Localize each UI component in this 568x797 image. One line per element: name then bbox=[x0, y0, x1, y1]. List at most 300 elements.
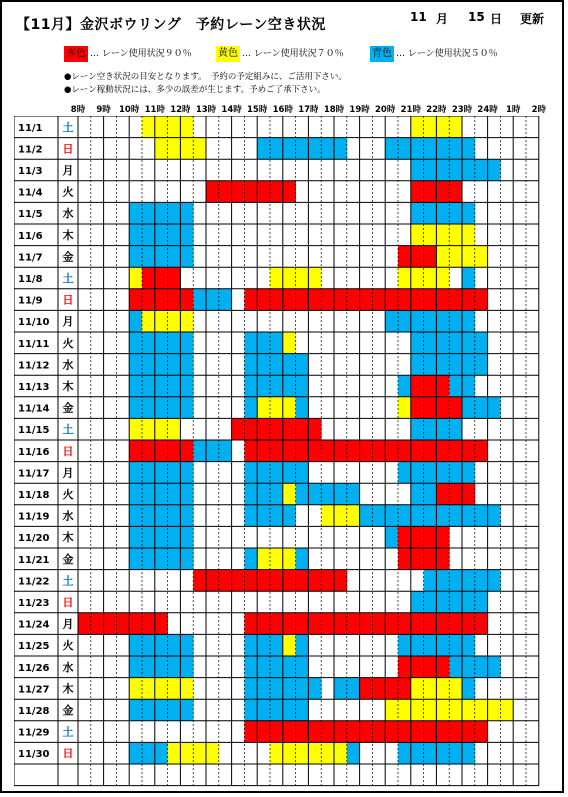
slot-cell bbox=[283, 462, 296, 484]
slot-cell bbox=[475, 656, 488, 678]
slot-cell bbox=[244, 354, 257, 376]
slot-cell bbox=[155, 483, 168, 505]
slot-cell bbox=[155, 246, 168, 268]
slot-cell bbox=[462, 656, 475, 678]
slot-cell bbox=[142, 526, 155, 548]
slot-cell bbox=[270, 505, 283, 527]
slot-cell bbox=[129, 483, 142, 505]
slot-cell bbox=[411, 483, 424, 505]
row-day: 土 bbox=[62, 574, 74, 588]
slot-cell bbox=[334, 570, 347, 592]
slot-cell bbox=[257, 548, 270, 570]
slot-cell bbox=[168, 505, 181, 527]
slot-cell bbox=[244, 548, 257, 570]
slot-cell bbox=[475, 570, 488, 592]
hour-label: 20時 bbox=[375, 105, 396, 115]
slot-cell bbox=[360, 613, 373, 635]
slot-cell bbox=[155, 418, 168, 440]
slot-cell bbox=[168, 267, 181, 289]
slot-cell bbox=[155, 354, 168, 376]
slot-cell bbox=[270, 742, 283, 764]
slot-cell bbox=[436, 742, 449, 764]
row-date: 11/28 bbox=[18, 706, 50, 717]
slot-cell bbox=[283, 332, 296, 354]
slot-cell bbox=[168, 462, 181, 484]
slot-cell bbox=[449, 656, 462, 678]
slot-cell bbox=[296, 742, 309, 764]
slot-cell bbox=[296, 570, 309, 592]
slot-cell bbox=[436, 613, 449, 635]
slot-cell bbox=[129, 742, 142, 764]
slot-cell bbox=[424, 591, 437, 613]
slot-cell bbox=[398, 634, 411, 656]
slot-cell bbox=[449, 742, 462, 764]
row-day: 金 bbox=[62, 704, 74, 717]
slot-cell bbox=[193, 570, 206, 592]
slot-cell bbox=[283, 505, 296, 527]
slot-cell bbox=[91, 613, 104, 635]
row-date: 11/18 bbox=[18, 490, 50, 501]
slot-cell bbox=[398, 505, 411, 527]
slot-cell bbox=[411, 375, 424, 397]
slot-cell bbox=[449, 570, 462, 592]
slot-cell bbox=[411, 742, 424, 764]
slot-cell bbox=[475, 246, 488, 268]
slot-cell bbox=[283, 570, 296, 592]
slot-cell bbox=[283, 418, 296, 440]
slot-cell bbox=[155, 440, 168, 462]
slot-cell bbox=[142, 699, 155, 721]
slot-cell bbox=[424, 246, 437, 268]
slot-cell bbox=[283, 289, 296, 311]
slot-cell bbox=[257, 332, 270, 354]
slot-cell bbox=[436, 159, 449, 181]
slot-cell bbox=[129, 354, 142, 376]
row-date: 11/10 bbox=[18, 317, 50, 329]
slot-cell bbox=[168, 354, 181, 376]
slot-cell bbox=[180, 548, 193, 570]
slot-cell bbox=[436, 462, 449, 484]
row-day: 土 bbox=[62, 120, 74, 134]
slot-cell bbox=[424, 505, 437, 527]
slot-cell bbox=[411, 397, 424, 419]
slot-cell bbox=[411, 440, 424, 462]
slot-cell bbox=[168, 742, 181, 764]
slot-cell bbox=[155, 742, 168, 764]
slot-cell bbox=[424, 634, 437, 656]
slot-cell bbox=[347, 742, 360, 764]
slot-cell bbox=[180, 202, 193, 224]
slot-cell bbox=[193, 440, 206, 462]
slot-cell bbox=[424, 116, 437, 138]
slot-cell bbox=[283, 634, 296, 656]
row-day: 火 bbox=[62, 639, 74, 653]
row-day: 金 bbox=[62, 250, 74, 264]
slot-cell bbox=[244, 613, 257, 635]
slot-cell bbox=[436, 289, 449, 311]
row-day: 日 bbox=[62, 142, 74, 156]
slot-cell bbox=[142, 375, 155, 397]
slot-cell bbox=[449, 289, 462, 311]
slot-cell bbox=[424, 721, 437, 743]
slot-cell bbox=[296, 548, 309, 570]
slot-cell bbox=[449, 721, 462, 743]
slot-cell bbox=[372, 289, 385, 311]
row-day: 土 bbox=[62, 423, 74, 437]
hour-label: 21時 bbox=[400, 105, 421, 115]
slot-cell bbox=[129, 418, 142, 440]
slot-cell bbox=[168, 440, 181, 462]
row-day: 土 bbox=[62, 725, 74, 739]
slot-cell bbox=[193, 742, 206, 764]
slot-cell bbox=[321, 138, 334, 160]
slot-cell bbox=[270, 267, 283, 289]
slot-cell bbox=[398, 246, 411, 268]
slot-cell bbox=[372, 613, 385, 635]
slot-cell bbox=[180, 116, 193, 138]
slot-cell bbox=[385, 138, 398, 160]
slot-cell bbox=[296, 634, 309, 656]
slot-cell bbox=[270, 483, 283, 505]
row-date: 11/16 bbox=[18, 446, 50, 458]
slot-cell bbox=[475, 613, 488, 635]
slot-cell bbox=[180, 462, 193, 484]
slot-cell bbox=[462, 613, 475, 635]
slot-cell bbox=[155, 505, 168, 527]
slot-cell bbox=[488, 159, 501, 181]
slot-cell bbox=[462, 462, 475, 484]
slot-cell bbox=[257, 699, 270, 721]
hour-label: 15時 bbox=[247, 105, 268, 115]
slot-cell bbox=[257, 138, 270, 160]
slot-cell bbox=[308, 418, 321, 440]
slot-cell bbox=[180, 289, 193, 311]
row-date: 11/7 bbox=[18, 252, 43, 264]
row-day: 水 bbox=[62, 207, 74, 221]
slot-cell bbox=[142, 246, 155, 268]
slot-cell bbox=[462, 699, 475, 721]
slot-cell bbox=[244, 699, 257, 721]
slot-cell bbox=[385, 505, 398, 527]
row-day: 木 bbox=[62, 531, 74, 545]
slot-cell bbox=[475, 289, 488, 311]
slot-cell bbox=[168, 678, 181, 700]
row-date: 11/6 bbox=[18, 230, 43, 242]
slot-cell bbox=[360, 721, 373, 743]
slot-cell bbox=[334, 440, 347, 462]
slot-cell bbox=[398, 678, 411, 700]
slot-cell bbox=[244, 505, 257, 527]
slot-cell bbox=[283, 375, 296, 397]
row-date: 11/27 bbox=[18, 684, 50, 696]
slot-cell bbox=[424, 462, 437, 484]
slot-cell bbox=[449, 483, 462, 505]
slot-cell bbox=[462, 354, 475, 376]
slot-cell bbox=[244, 656, 257, 678]
slot-cell bbox=[142, 613, 155, 635]
slot-cell bbox=[270, 721, 283, 743]
slot-cell bbox=[488, 699, 501, 721]
slot-cell bbox=[424, 181, 437, 203]
slot-cell bbox=[462, 138, 475, 160]
slot-cell bbox=[411, 289, 424, 311]
slot-cell bbox=[424, 678, 437, 700]
slot-cell bbox=[168, 397, 181, 419]
slot-cell bbox=[462, 159, 475, 181]
slot-cell bbox=[168, 246, 181, 268]
slot-cell bbox=[398, 138, 411, 160]
row-day: 火 bbox=[62, 336, 74, 350]
slot-cell bbox=[116, 613, 129, 635]
slot-cell bbox=[449, 202, 462, 224]
slot-cell bbox=[436, 181, 449, 203]
slot-cell bbox=[436, 138, 449, 160]
slot-cell bbox=[283, 397, 296, 419]
row-day: 木 bbox=[62, 228, 74, 242]
slot-cell bbox=[308, 721, 321, 743]
slot-cell bbox=[424, 440, 437, 462]
update-day: 15 bbox=[468, 10, 485, 24]
hour-label: 14時 bbox=[221, 105, 242, 115]
slot-cell bbox=[283, 613, 296, 635]
slot-cell bbox=[321, 289, 334, 311]
slot-cell bbox=[398, 397, 411, 419]
slot-cell bbox=[296, 613, 309, 635]
slot-cell bbox=[129, 289, 142, 311]
row-day: 月 bbox=[62, 164, 74, 177]
slot-cell bbox=[385, 699, 398, 721]
slot-cell bbox=[411, 505, 424, 527]
slot-cell bbox=[180, 699, 193, 721]
row-date: 11/5 bbox=[18, 209, 43, 221]
slot-cell bbox=[475, 397, 488, 419]
slot-cell bbox=[411, 526, 424, 548]
slot-cell bbox=[129, 224, 142, 246]
slot-cell bbox=[142, 310, 155, 332]
slot-cell bbox=[180, 224, 193, 246]
slot-cell bbox=[168, 310, 181, 332]
slot-cell bbox=[372, 505, 385, 527]
slot-cell bbox=[155, 462, 168, 484]
hour-label: 2時 bbox=[531, 105, 547, 115]
slot-cell bbox=[129, 526, 142, 548]
slot-cell bbox=[424, 159, 437, 181]
row-date: 11/19 bbox=[18, 511, 50, 523]
slot-cell bbox=[270, 440, 283, 462]
row-date: 11/25 bbox=[18, 641, 50, 653]
slot-cell bbox=[411, 354, 424, 376]
slot-cell bbox=[193, 289, 206, 311]
slot-cell bbox=[219, 570, 232, 592]
slot-cell bbox=[244, 462, 257, 484]
slot-cell bbox=[283, 440, 296, 462]
slot-cell bbox=[155, 397, 168, 419]
slot-cell bbox=[129, 397, 142, 419]
slot-cell bbox=[308, 483, 321, 505]
slot-cell bbox=[296, 397, 309, 419]
slot-cell bbox=[436, 526, 449, 548]
slot-cell bbox=[142, 634, 155, 656]
slot-cell bbox=[462, 570, 475, 592]
slot-cell bbox=[449, 159, 462, 181]
slot-cell bbox=[257, 440, 270, 462]
slot-cell bbox=[347, 678, 360, 700]
slot-cell bbox=[475, 505, 488, 527]
row-date: 11/22 bbox=[18, 576, 50, 588]
slot-cell bbox=[257, 656, 270, 678]
slot-cell bbox=[436, 397, 449, 419]
slot-cell bbox=[436, 202, 449, 224]
slot-cell bbox=[462, 591, 475, 613]
slot-cell bbox=[449, 699, 462, 721]
slot-cell bbox=[308, 289, 321, 311]
slot-cell bbox=[347, 289, 360, 311]
slot-cell bbox=[449, 591, 462, 613]
slot-cell bbox=[206, 181, 219, 203]
slot-cell bbox=[334, 138, 347, 160]
slot-cell bbox=[180, 440, 193, 462]
slot-cell bbox=[244, 483, 257, 505]
slot-cell bbox=[347, 721, 360, 743]
slot-cell bbox=[180, 332, 193, 354]
slot-cell bbox=[296, 462, 309, 484]
slot-cell bbox=[436, 267, 449, 289]
slot-cell bbox=[257, 462, 270, 484]
slot-cell bbox=[129, 548, 142, 570]
slot-cell bbox=[155, 267, 168, 289]
slot-cell bbox=[244, 418, 257, 440]
row-day: 水 bbox=[62, 358, 74, 372]
slot-cell bbox=[180, 483, 193, 505]
hour-label: 9時 bbox=[96, 105, 111, 115]
slot-cell bbox=[168, 202, 181, 224]
reservation-grid bbox=[14, 116, 541, 788]
row-date: 11/8 bbox=[18, 274, 43, 285]
row-date: 11/30 bbox=[18, 749, 50, 761]
row-day: 日 bbox=[62, 747, 74, 761]
slot-cell bbox=[257, 397, 270, 419]
slot-cell bbox=[411, 202, 424, 224]
slot-cell bbox=[244, 375, 257, 397]
slot-cell bbox=[180, 354, 193, 376]
slot-cell bbox=[283, 138, 296, 160]
slot-cell bbox=[462, 505, 475, 527]
slot-cell bbox=[296, 289, 309, 311]
hour-label: 23時 bbox=[451, 105, 473, 115]
hour-label: 1時 bbox=[505, 105, 521, 115]
slot-cell bbox=[449, 634, 462, 656]
slot-cell bbox=[257, 375, 270, 397]
slot-cell bbox=[347, 613, 360, 635]
slot-cell bbox=[398, 548, 411, 570]
slot-cell bbox=[462, 267, 475, 289]
slot-cell bbox=[155, 613, 168, 635]
slot-cell bbox=[270, 354, 283, 376]
row-date: 11/11 bbox=[18, 338, 50, 350]
slot-cell bbox=[475, 721, 488, 743]
slot-cell bbox=[449, 246, 462, 268]
slot-cell bbox=[142, 548, 155, 570]
slot-cell bbox=[449, 116, 462, 138]
update-label: 更新 bbox=[520, 12, 545, 26]
slot-cell bbox=[129, 375, 142, 397]
slot-cell bbox=[257, 289, 270, 311]
slot-cell bbox=[424, 267, 437, 289]
page-title: 【11月】金沢ボウリング 予約レーン空き状況 bbox=[16, 17, 326, 33]
slot-cell bbox=[385, 721, 398, 743]
slot-cell bbox=[257, 181, 270, 203]
slot-cell bbox=[411, 656, 424, 678]
slot-cell bbox=[372, 721, 385, 743]
slot-cell bbox=[462, 310, 475, 332]
row-date: 11/23 bbox=[18, 598, 50, 609]
slot-cell bbox=[321, 742, 334, 764]
slot-cell bbox=[424, 613, 437, 635]
slot-cell bbox=[424, 526, 437, 548]
slot-cell bbox=[206, 742, 219, 764]
slot-cell bbox=[180, 397, 193, 419]
slot-cell bbox=[321, 721, 334, 743]
slot-cell bbox=[424, 656, 437, 678]
slot-cell bbox=[308, 742, 321, 764]
slot-cell bbox=[270, 634, 283, 656]
slot-cell bbox=[411, 591, 424, 613]
slot-cell bbox=[398, 742, 411, 764]
slot-cell bbox=[398, 289, 411, 311]
row-date: 11/3 bbox=[18, 166, 43, 177]
slot-cell bbox=[411, 699, 424, 721]
slot-cell bbox=[193, 138, 206, 160]
row-day: 火 bbox=[62, 488, 74, 501]
row-day: 日 bbox=[62, 293, 74, 307]
slot-cell bbox=[257, 505, 270, 527]
slot-cell bbox=[206, 570, 219, 592]
slot-cell bbox=[411, 159, 424, 181]
slot-cell bbox=[180, 375, 193, 397]
legend-text-blue: … レーン使用状況５０％ bbox=[396, 49, 498, 59]
slot-cell bbox=[488, 505, 501, 527]
slot-cell bbox=[129, 699, 142, 721]
slot-cell bbox=[296, 483, 309, 505]
slot-cell bbox=[257, 570, 270, 592]
slot-cell bbox=[129, 267, 142, 289]
slot-cell bbox=[168, 634, 181, 656]
slot-cell bbox=[398, 375, 411, 397]
slot-cell bbox=[334, 721, 347, 743]
slot-cell bbox=[449, 462, 462, 484]
slot-cell bbox=[308, 570, 321, 592]
row-day: 日 bbox=[62, 596, 74, 609]
slot-cell bbox=[129, 462, 142, 484]
slot-cell bbox=[270, 375, 283, 397]
slot-cell bbox=[398, 721, 411, 743]
slot-cell bbox=[321, 505, 334, 527]
slot-cell bbox=[347, 483, 360, 505]
slot-cell bbox=[424, 354, 437, 376]
slot-cell bbox=[180, 656, 193, 678]
slot-cell bbox=[308, 440, 321, 462]
slot-cell bbox=[424, 548, 437, 570]
slot-cell bbox=[232, 418, 245, 440]
slot-cell bbox=[142, 440, 155, 462]
hour-label: 12時 bbox=[170, 105, 191, 115]
slot-cell bbox=[424, 483, 437, 505]
slot-cell bbox=[270, 397, 283, 419]
slot-cell bbox=[436, 224, 449, 246]
slot-cell bbox=[424, 375, 437, 397]
slot-cell bbox=[270, 570, 283, 592]
row-date: 11/17 bbox=[18, 468, 50, 480]
